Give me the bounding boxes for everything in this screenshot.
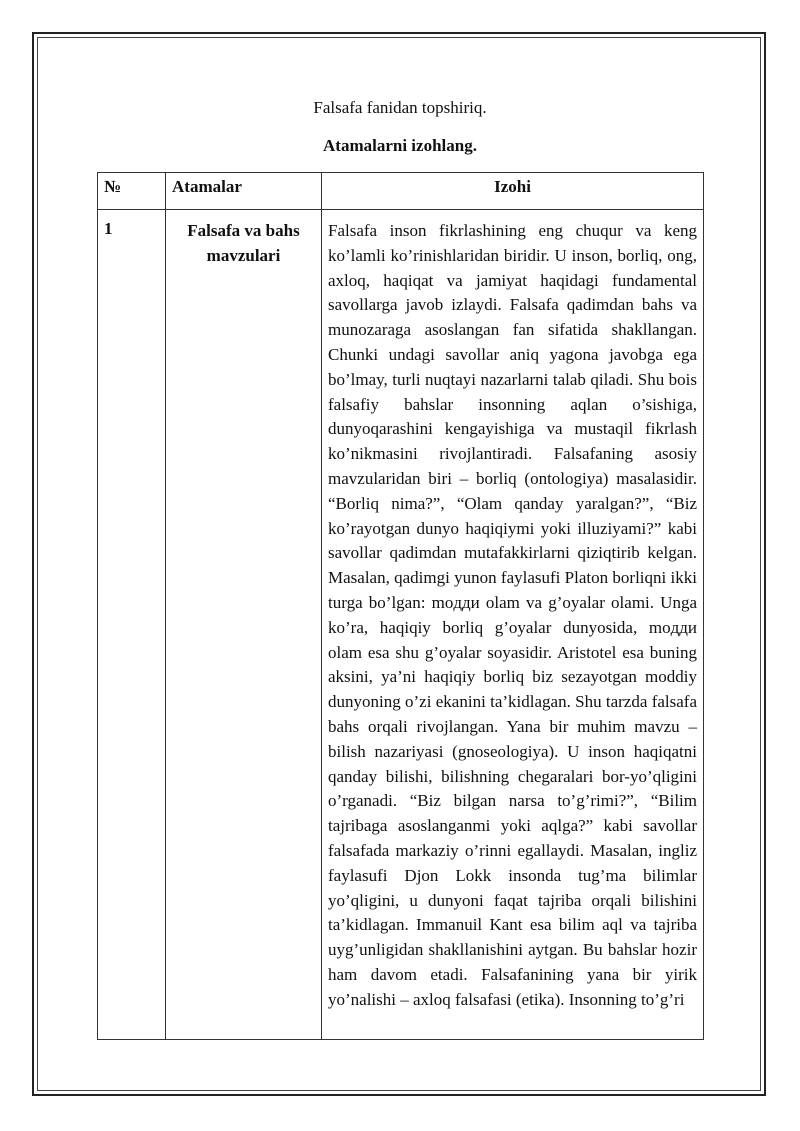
row-term: Falsafa va bahs mavzulari — [166, 210, 322, 1040]
header-terms: Atamalar — [166, 173, 322, 210]
header-explanation: Izohi — [322, 173, 704, 210]
row-explanation: Falsafa inson fikrlashining eng chuqur va keng ko’lamli ko’rinishlaridan biridir. U inson, borliq, ong, axloq, haqiqat va jamiyat haqidagi fundamental savollarga javob izlaydi. Falsafa qadimdan bahs va munozaraga asoslangan fan sifatida shakllangan. Chunki undagi savollar aniq yagona javobga ega bo’lmay, turli nuqtayi nazarlarni talab qiladi. Shu bois falsafiy bahslar insonning aqlan o’sishiga, dunyoqarashini kengayishiga va mustaqil fikrlash ko’nikmasini rivojlantiradi. Falsafaning asosiy mavzularidan biri – borliq (ontologiya) masalasidir. “Borliq nima?”, “Olam qanday yaralgan?”, “Biz ko’rayotgan dunyo haqiqiymi yoki illuziyami?” kabi savollar qadimdan mutafakkirlarni qiziqtirib kelgan. Masalan, qadimgi yunon faylasufi Platon borliqni ikki turga bo’lgan: moдди olam va g’oyalar olami. Unga ko’ra, haqiqiy borliq g’oyalar dunyosida, moдди olam esa shu g’oyalar soyasidir. Aristotel esa buning aksini, ya’ni haqiqiy borliq biz sezayotgan moddiy dunyoning o’zi ekanini ta’kidlagan. Shu tarzda falsafa bahs orqali rivojlangan. Yana bir muhim mavzu – bilish nazariyasi (gnoseologiya). U inson haqiqatni qanday bilishi, bilishning chegaralari bor-yo’qligini o’rganadi. “Biz bilgan narsa to’g’rimi?”, “Bilim tajribaga asoslanganmi yoki aqlga?” kabi savollar falsafada markaziy o’rinni egallaydi. Masalan, ingliz faylasufi Djon Lokk insonda tug’ma bilimlar yo’qligini, u dunyoni faqat tajriba orqali bilishini ta’kidlagan. Immanuil Kant esa bilim aql va tajriba uyg’unligidan shakllanishini aytgan. Bu bahslar hozir ham davom etadi. Falsafanining yana bir yirik yo’nalishi – axloq falsafasi (etika). Insonning to’g’ri — [328, 221, 697, 1009]
table-row — [98, 210, 704, 1040]
terms-table — [97, 172, 704, 1040]
document-title: Falsafa fanidan topshiriq. — [313, 98, 487, 117]
header-number: № — [98, 173, 166, 210]
document-subtitle: Atamalarni izohlang. — [323, 136, 477, 155]
row-explanation-cell — [322, 210, 704, 1040]
row-number: 1 — [98, 210, 166, 1040]
table-header-row — [98, 173, 704, 210]
